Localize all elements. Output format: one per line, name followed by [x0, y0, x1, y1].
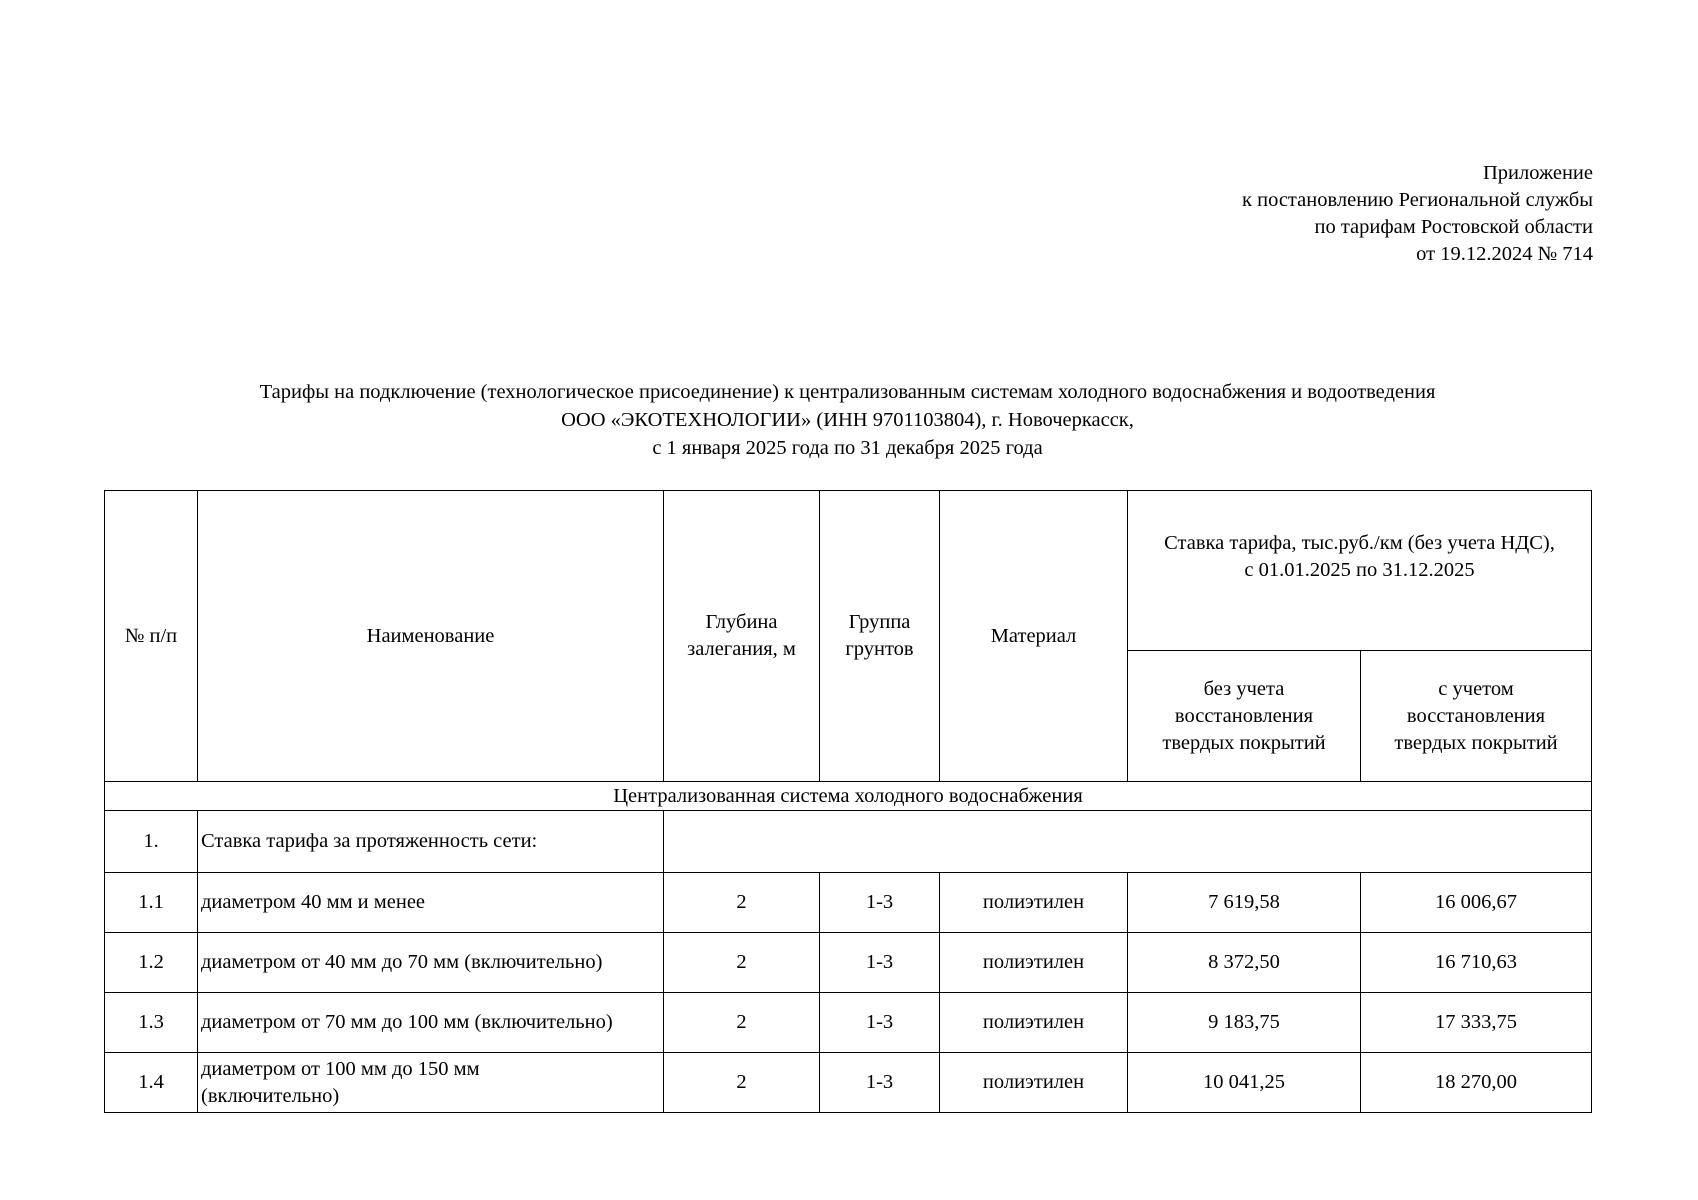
row-depth: 2	[664, 933, 820, 993]
section-title: Централизованная система холодного водоснабжения	[105, 782, 1592, 811]
row-rate-with: 17 333,75	[1361, 993, 1592, 1053]
row-material: полиэтилен	[940, 933, 1128, 993]
row-soil-group: 1-3	[820, 873, 940, 933]
row-rate-without: 10 041,25	[1128, 1053, 1361, 1113]
title-line: ООО «ЭКОТЕХНОЛОГИИ» (ИНН 9701103804), г. Новочеркасск,	[561, 409, 1134, 431]
header-depth: Глубина залегания, м	[664, 491, 820, 782]
row-soil-group: 1-3	[820, 933, 940, 993]
table-row	[105, 993, 1592, 1053]
row-material: полиэтилен	[940, 993, 1128, 1053]
row-num: 1.4	[105, 1053, 198, 1113]
row-depth: 2	[664, 993, 820, 1053]
appendix-line: к постановлению Региональной службы	[1242, 189, 1593, 211]
row-material: полиэтилен	[940, 1053, 1128, 1113]
row-num: 1.2	[105, 933, 198, 993]
row-rate-without: 9 183,75	[1128, 993, 1361, 1053]
row-soil-group: 1-3	[820, 993, 940, 1053]
header-material: Материал	[940, 491, 1128, 782]
header-rate: Ставка тарифа, тыс.руб./км (без учета НДС), с 01.01.2025 по 31.12.2025	[1128, 491, 1592, 651]
tariffs-table	[104, 490, 1592, 1113]
row-rate-without: 7 619,58	[1128, 873, 1361, 933]
appendix-header	[1242, 160, 1593, 268]
row-depth: 2	[664, 1053, 820, 1113]
table-row	[105, 1053, 1592, 1113]
header-row	[105, 491, 1592, 651]
row-num: 1.	[105, 811, 198, 873]
header-without-restoration: без учета восстановления твердых покрытий	[1128, 651, 1361, 782]
table-row	[105, 933, 1592, 993]
row-rate-with: 16 006,67	[1361, 873, 1592, 933]
row-rate-with: 18 270,00	[1361, 1053, 1592, 1113]
row-material: полиэтилен	[940, 873, 1128, 933]
row-name: диаметром 40 мм и менее	[198, 873, 664, 933]
document-title	[104, 378, 1591, 462]
row-rate-without: 8 372,50	[1128, 933, 1361, 993]
row-name: диаметром от 100 мм до 150 мм (включительно)	[198, 1053, 664, 1113]
row-name: Ставка тарифа за протяженность сети:	[198, 811, 664, 873]
appendix-line: от 19.12.2024 № 714	[1416, 243, 1593, 265]
row-num: 1.1	[105, 873, 198, 933]
table-row	[105, 811, 1592, 873]
header-soil-group: Группа грунтов	[820, 491, 940, 782]
appendix-line: Приложение	[1482, 162, 1593, 184]
row-empty	[664, 811, 1592, 873]
header-num: № п/п	[105, 491, 198, 782]
row-name: диаметром от 40 мм до 70 мм (включительно)	[198, 933, 664, 993]
row-soil-group: 1-3	[820, 1053, 940, 1113]
row-num: 1.3	[105, 993, 198, 1053]
header-with-restoration: с учетом восстановления твердых покрытий	[1361, 651, 1592, 782]
title-line: с 1 января 2025 года по 31 декабря 2025 года	[652, 437, 1043, 459]
appendix-line: по тарифам Ростовской области	[1314, 216, 1593, 238]
section-row	[105, 782, 1592, 811]
row-rate-with: 16 710,63	[1361, 933, 1592, 993]
row-depth: 2	[664, 873, 820, 933]
table-row	[105, 873, 1592, 933]
row-name: диаметром от 70 мм до 100 мм (включительно)	[198, 993, 664, 1053]
title-line: Тарифы на подключение (технологическое присоединение) к централизованным системам холодного водоснабжения и водоотведения	[259, 381, 1436, 403]
header-name: Наименование	[198, 491, 664, 782]
